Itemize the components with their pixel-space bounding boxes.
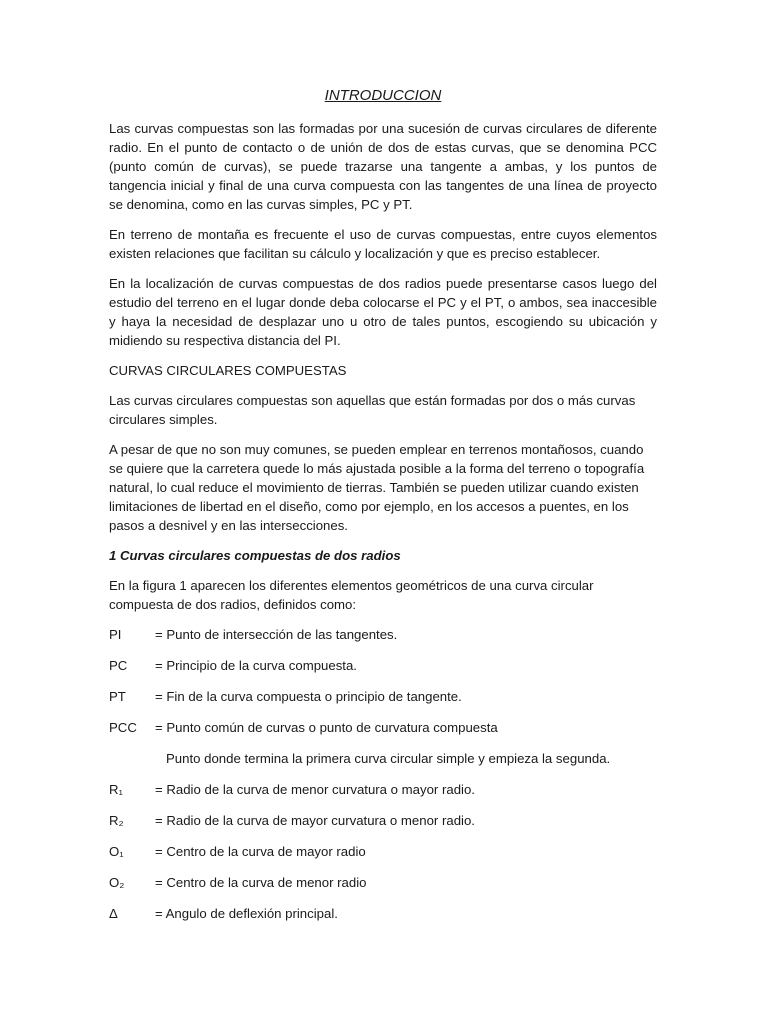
definition-description: = Principio de la curva compuesta. <box>155 658 357 673</box>
document-page <box>109 86 657 935</box>
definition-row <box>109 873 657 892</box>
definition-term: PI <box>109 627 122 642</box>
definition-row <box>109 687 657 706</box>
definition-description: = Angulo de deflexión principal. <box>155 906 338 921</box>
definition-term: PCC <box>109 720 137 735</box>
definition-description: = Centro de la curva de mayor radio <box>155 844 366 859</box>
section-heading: CURVAS CIRCULARES COMPUESTAS <box>109 363 347 378</box>
definition-row <box>109 656 657 675</box>
definition-description: = Punto común de curvas o punto de curvatura compuesta <box>155 720 498 735</box>
definition-row <box>109 625 657 644</box>
pcc-note: Punto donde termina la primera curva circular simple y empieza la segunda. <box>166 751 611 766</box>
figure-intro-paragraph: En la figura 1 aparecen los diferentes elementos geométricos de una curva circular compuesta de dos radios, definidos como: <box>109 578 594 612</box>
definition-row <box>109 904 657 923</box>
definition-term: O₂ <box>109 875 125 890</box>
definition-description: = Punto de intersección de las tangentes. <box>155 627 398 642</box>
definition-row <box>109 780 657 799</box>
definition-description: = Radio de la curva de menor curvatura o mayor radio. <box>155 782 475 797</box>
intro-paragraph-2: En terreno de montaña es frecuente el uso de curvas compuestas, entre cuyos elementos existen relaciones que facilitan su cálculo y localización y que es preciso establecer. <box>109 227 657 261</box>
definition-term: PT <box>109 689 126 704</box>
intro-paragraph-3: En la localización de curvas compuestas de dos radios puede presentarse casos luego del estudio del terreno en el lugar donde deba colocarse el PC y el PT, o ambos, sea inaccesible y haya la necesidad de desplazar uno u otro de tales puntos, escogiendo su ubicación y midiendo su respectiva distancia del PI. <box>109 276 657 348</box>
definition-term: Δ <box>109 906 118 921</box>
definition-term: R₂ <box>109 813 124 828</box>
definition-row <box>109 811 657 830</box>
definition-description: = Fin de la curva compuesta o principio de tangente. <box>155 689 462 704</box>
definition-term: PC <box>109 658 128 673</box>
intro-paragraph-1: Las curvas compuestas son las formadas por una sucesión de curvas circulares de diferente radio. En el punto de contacto o de unión de dos de estas curvas, que se denomina PCC (punto común de curvas), se puede trazarse una tangente a ambas, y los puntos de tangencia inicial y final de una curva compuesta con las tangentes de una línea de proyecto se denomina, como en las curvas simples, PC y PT. <box>109 121 657 212</box>
subsection-heading: 1 Curvas circulares compuestas de dos radios <box>109 548 401 563</box>
section-paragraph-2: A pesar de que no son muy comunes, se pueden emplear en terrenos montañosos, cuando se quiere que la carretera quede lo más ajustada posible a la forma del terreno o topografía natural, lo cual reduce el movimiento de tierras. También se pueden utilizar cuando existen limitaciones de libertad en el diseño, como por ejemplo, en los accesos a puentes, en los pasos a desnivel y en las intersecciones. <box>109 442 645 533</box>
definition-description: = Radio de la curva de mayor curvatura o menor radio. <box>155 813 475 828</box>
definition-description: = Centro de la curva de menor radio <box>155 875 367 890</box>
page-title: INTRODUCCION <box>324 87 442 104</box>
definition-term: R₁ <box>109 782 123 797</box>
definition-term: O₁ <box>109 844 124 859</box>
definition-row <box>109 718 657 737</box>
definition-row <box>109 842 657 861</box>
section-paragraph-1: Las curvas circulares compuestas son aquellas que están formadas por dos o más curvas circulares simples. <box>109 393 636 427</box>
